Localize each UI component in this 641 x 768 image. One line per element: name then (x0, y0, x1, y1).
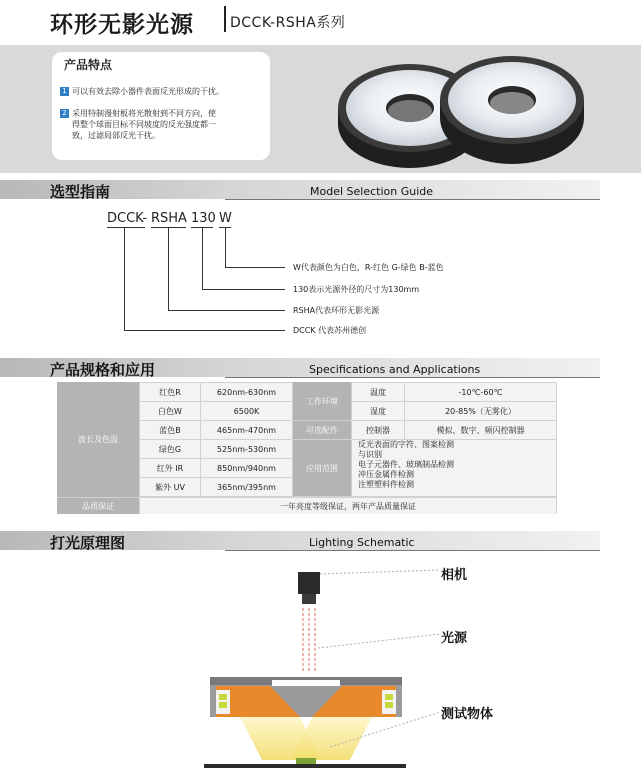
lighting-schematic-diagram (0, 552, 641, 768)
connector-line (124, 330, 285, 331)
label-test-object: 测试物体 (441, 707, 494, 722)
spec-app-line: 电子元器件、玻璃制品检测 (358, 460, 454, 469)
model-desc-brand: DCCK 代表苏州德创 (293, 326, 367, 335)
feature-item-2 (60, 108, 272, 141)
section-title-selection-en: Model Selection Guide (310, 185, 434, 198)
spec-quality-label: 品质保证 (57, 498, 139, 514)
label-light-source: 光源 (441, 631, 468, 646)
page-title: 环形无影光源 (50, 12, 194, 38)
feature-item-1 (60, 86, 272, 97)
spec-table (57, 382, 557, 514)
section-title-lighting: 打光原理图 (50, 534, 126, 552)
spec-value-cell: 365nm/395nm (201, 478, 292, 496)
spec-app-line: 注塑塑料件检测 (358, 480, 414, 489)
features-title: 产品特点 (64, 58, 113, 72)
page-subtitle: DCCK-RSHA系列 (230, 15, 346, 31)
spec-env-key: 湿度 (352, 402, 404, 420)
feature-text: 得整个球面目标不同坡度的反光强度都一 (72, 120, 216, 129)
spec-app-line: 与识别 (358, 450, 382, 459)
ring-light-cross-section (210, 677, 402, 717)
spec-value-cell: 620nm-630nm (201, 383, 292, 401)
spec-option-key: 控制器 (352, 421, 404, 439)
connector-line (225, 227, 226, 268)
spec-env-label: 工作环境 (293, 382, 351, 420)
section-title-specs: 产品规格和应用 (50, 361, 156, 379)
feature-text: 致，过滤局部反光干扰。 (72, 131, 160, 140)
model-part-size: 130 (191, 211, 216, 226)
spec-option-label: 可选配件 (293, 421, 351, 439)
spec-color-cell: 白色W (140, 402, 200, 420)
product-ring-lights-image (330, 48, 590, 172)
spec-env-key: 温度 (352, 383, 404, 401)
spec-app-label: 应用范围 (293, 440, 351, 496)
connector-line (202, 227, 203, 290)
feature-number-badge: 2 (60, 109, 69, 118)
model-underline (107, 227, 145, 228)
spec-color-cell: 红外 IR (140, 459, 200, 477)
label-camera: 相机 (441, 568, 468, 583)
camera-icon (298, 572, 320, 604)
feature-number-badge: 1 (60, 87, 69, 96)
model-desc-type: RSHA代表环形无影光源 (293, 306, 380, 315)
feature-text: 采用特制漫射板将光散射到不同方向，使 (72, 109, 216, 118)
spec-app-line: 冲压金属件检测 (358, 470, 414, 479)
spec-value-cell: 465nm-470nm (201, 421, 292, 439)
spec-app-line: 反光表面的字符、图案检测 (358, 440, 454, 449)
spec-app-list (352, 440, 556, 496)
spec-env-value: -10℃-60℃ (405, 383, 556, 401)
spec-color-cell: 绿色G (140, 440, 200, 458)
spec-group-label: 波长及色温 (57, 382, 139, 497)
section-underline (225, 377, 600, 378)
spec-value-cell: 6500K (201, 402, 292, 420)
section-title-selection: 选型指南 (50, 183, 111, 201)
spec-color-cell: 蓝色B (140, 421, 200, 439)
model-part-type: RSHA (151, 211, 187, 226)
connector-line (168, 310, 285, 311)
spec-value-cell: 850nm/940nm (201, 459, 292, 477)
connector-line (202, 289, 285, 290)
model-desc-color: W代表颜色为白色，R-红色 G-绿色 B-蓝色 (293, 263, 444, 272)
model-part-color: W (219, 211, 232, 226)
title-divider (224, 6, 226, 32)
test-object (296, 758, 316, 764)
connector-line (168, 227, 169, 311)
connector-line (225, 267, 285, 268)
section-underline (225, 550, 600, 551)
spec-color-cell: 红色R (140, 383, 200, 401)
spec-quality-text: 一年亮度等级保证，两年产品质量保证 (140, 498, 556, 514)
model-desc-size: 130表示光源外径的尺寸为130mm (293, 285, 420, 294)
spec-env-value: 20-85%（无雾化） (405, 402, 556, 420)
section-underline (225, 199, 600, 200)
section-title-specs-en: Specifications and Applications (309, 363, 481, 376)
connector-line (124, 227, 125, 331)
spec-option-value: 模拟、数字、频闪控制器 (405, 421, 556, 439)
spec-color-cell: 紫外 UV (140, 478, 200, 496)
spec-value-cell: 525nm-530nm (201, 440, 292, 458)
section-title-lighting-en: Lighting Schematic (309, 536, 415, 549)
model-part-brand: DCCK- (107, 211, 148, 226)
feature-text: 可以有效去除小器件表面反光形成的干扰。 (72, 87, 224, 96)
